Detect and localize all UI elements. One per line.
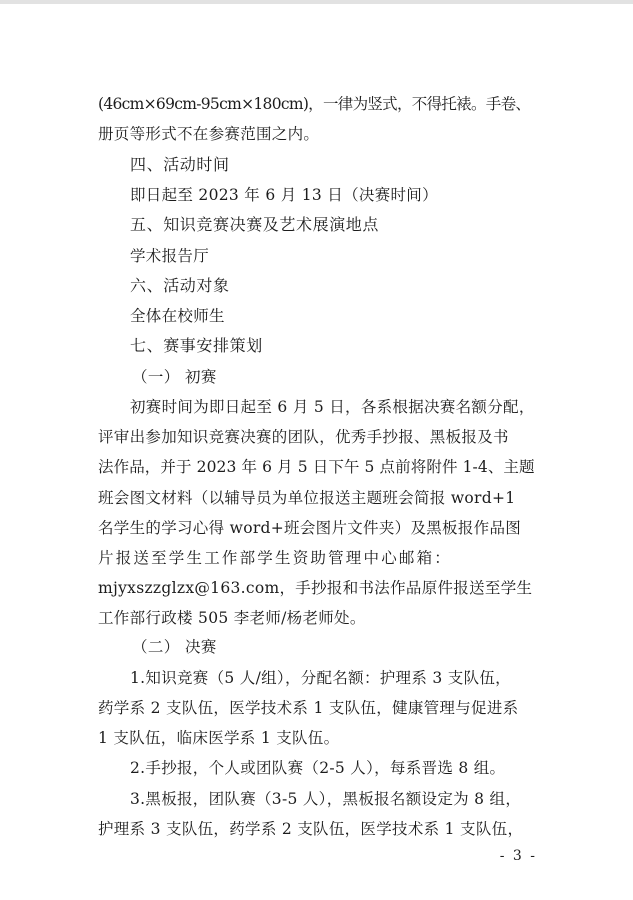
section-heading: 五、知识竞赛决赛及艺术展演地点 xyxy=(130,215,380,234)
body-line: mjyxszzglzx@163.com，手抄报和书法作品原件报送至学生 xyxy=(98,579,533,597)
body-line: 法作品，并于 2023 年 6 月 5 日下午 5 点前将附件 1-4、主题 xyxy=(98,458,535,476)
body-line: 片报送至学生工作部学生资助管理中心邮箱： xyxy=(98,549,453,567)
body-line: 1 支队伍，临床医学系 1 支队伍。 xyxy=(98,729,340,747)
section-heading: 四、活动时间 xyxy=(130,155,230,174)
subsection-heading: （一） 初赛 xyxy=(132,368,217,386)
page-number: - 3 - xyxy=(499,848,537,864)
body-line: 初赛时间为即日起至 6 月 5 日，各系根据决赛名额分配， xyxy=(130,398,535,416)
page-top-edge xyxy=(0,0,633,4)
body-line: 1.知识竞赛（5 人/组），分配名额：护理系 3 支队伍， xyxy=(130,669,511,687)
subsection-heading: （二） 决赛 xyxy=(132,638,217,656)
section-heading: 六、活动对象 xyxy=(130,276,230,295)
body-line: 护理系 3 支队伍，药学系 2 支队伍，医学技术系 1 支队伍， xyxy=(98,820,524,838)
body-line: 评审出参加知识竞赛决赛的团队，优秀手抄报、黑板报及书 xyxy=(98,428,509,446)
body-line: (46cm×69cm-95cm×180cm)，一律为竖式，不得托裱。手卷、 xyxy=(98,95,531,113)
body-line: 3.黑板报，团队赛（3-5 人），黑板报名额设定为 8 组， xyxy=(130,790,522,808)
body-line: 即日起至 2023 年 6 月 13 日（决赛时间） xyxy=(130,186,438,204)
body-line: 2.手抄报，个人或团队赛（2-5 人），每系晋选 8 组。 xyxy=(130,759,506,777)
body-line: 班会图文材料（以辅导员为单位报送主题班会简报 word+1 xyxy=(98,489,516,507)
body-line: 工作部行政楼 505 李老师/杨老师处。 xyxy=(98,609,366,627)
body-line: 全体在校师生 xyxy=(130,307,225,325)
section-heading: 七、赛事安排策划 xyxy=(130,336,263,355)
body-line: 名学生的学习心得 word+班会图片文件夹）及黑板报作品图 xyxy=(98,519,522,537)
body-line: 药学系 2 支队伍，医学技术系 1 支队伍，健康管理与促进系 xyxy=(98,699,519,717)
body-line: 册页等形式不在参赛范围之内。 xyxy=(98,125,320,143)
body-line: 学术报告厅 xyxy=(130,247,210,265)
